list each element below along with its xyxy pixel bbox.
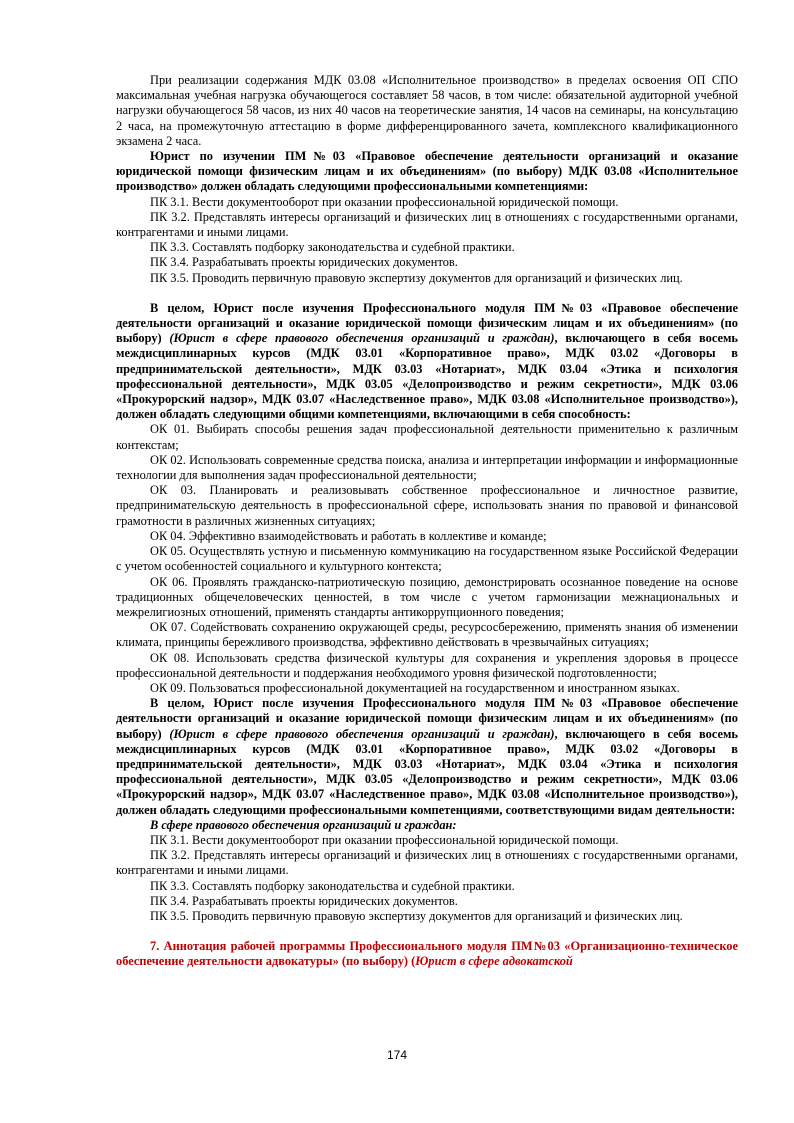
- ok-item: ОК 03. Планировать и реализовывать собственное профессиональное и личностное развитие, предпринимательскую деятельность в профессиональной сфере, использовать знания по правовой и финансовой грамотности в различных жизненных ситуациях;: [116, 483, 738, 528]
- ok-item: ОК 07. Содействовать сохранению окружающей среды, ресурсосбережению, применять знания об изменении климата, принципы бережливого производства, эффективно действовать в чрезвычайных ситуациях;: [116, 620, 738, 650]
- pk-item: ПК 3.4. Разрабатывать проекты юридических документов.: [150, 893, 458, 908]
- pk-item: ПК 3.1. Вести документооборот при оказании профессиональной юридической помощи.: [150, 832, 619, 847]
- pk-item: ПК 3.2. Представлять интересы организаций и физических лиц в отношениях с государственными органами, контрагентами и иными лицами.: [116, 209, 738, 240]
- pk-item: ПК 3.2. Представлять интересы организаций и физических лиц в отношениях с государственными органами, контрагентами и иными лицами.: [116, 848, 738, 878]
- pk-summary-end: , включающего в себя восемь междисциплинарных курсов (МДК 03.01 «Корпоративное право», МДК 03.02 «Договоры в предпринимательской деятельности», МДК 03.03 «Нотариат», МДК 03.04 «Этика и психология профессиональной деятельности», МДК 03.05 «Делопроизводство и режим секретности», МДК 03.06 «Прокурорский надзор», МДК 03.07 «Наследственное право», МДК 03.08 «Исполнительное производство»), должен обладать следующими профессиональными компетенциями, соответствующими видам деятельности:: [116, 726, 738, 817]
- section-7-heading: [116, 939, 738, 969]
- ok-item: ОК 05. Осуществлять устную и письменную коммуникацию на государственном языке Российской Федерации с учетом особенностей социального и культурного контекста;: [116, 544, 738, 574]
- ok-item: ОК 04. Эффективно взаимодействовать и работать в коллективе и команде;: [150, 528, 547, 543]
- blank-line: [116, 924, 738, 939]
- paragraph-pk-intro: Юрист по изучении ПМ№03 «Правовое обеспечение деятельности организаций и оказание юридической помощи физическим лицам и их объединениям» (по выбору) МДК 03.08 «Исполнительное производство» должен обладать следующими профессиональными компетенциями:: [116, 149, 738, 194]
- pk-item: ПК 3.3. Составлять подборку законодательства и судебной практики.: [150, 878, 515, 893]
- pk-item: ПК 3.5. Проводить первичную правовую экспертизу документов для организаций и физических лиц.: [150, 270, 683, 285]
- ok-item: ОК 01. Выбирать способы решения задач профессиональной деятельности применительно к различным контекстам;: [116, 422, 738, 452]
- blank-line: [116, 286, 738, 301]
- pk-item: ПК 3.4. Разрабатывать проекты юридических документов.: [150, 255, 458, 270]
- pk-summary-italic: (Юрист в сфере правового обеспечения организаций и граждан): [169, 726, 555, 741]
- ok-intro-start: В целом, Юрист после изучения Профессионального модуля ПМ№03 «Правовое обеспечение деятельности организаций и оказание юридической помощи физическим лицам и их объединениям» (по выбору): [116, 300, 738, 346]
- ok-item: ОК 09. Пользоваться профессиональной документацией на государственном и иностранном языках.: [150, 680, 680, 695]
- paragraph-workload: При реализации содержания МДК 03.08 «Исполнительное производство» в пределах освоения ОП СПО максимальная учебная нагрузка обучающегося составляет 58 часов, в том числе: обязательной аудиторной учебной нагрузки обучающегося 58 часов, из них 40 часов на теоретические занятия, 14 часов на семинары, на консультацию 2 часа, на промежуточную аттестацию в форме дифференцированного зачета, комплексного квалификационного экзамена 2 часа.: [116, 73, 738, 148]
- ok-intro-end: , включающего в себя восемь междисциплинарных курсов (МДК 03.01 «Корпоративное право», МДК 03.02 «Договоры в предпринимательской деятельности», МДК 03.03 «Нотариат», МДК 03.04 «Этика и психология профессиональной деятельности», МДК 03.05 «Делопроизводство и режим секретности», МДК 03.06 «Прокурорский надзор», МДК 03.07 «Наследственное право», МДК 03.08 «Исполнительное производство»), должен обладать следующими общими компетенциями, включающими в себя способность:: [116, 331, 738, 422]
- page-content: [116, 73, 738, 970]
- ok-item: ОК 08. Использовать средства физической культуры для сохранения и укрепления здоровья в процессе профессиональной деятельности и поддержания необходимого уровня физической подготовленности;: [116, 650, 738, 680]
- pk-item: ПК 3.1. Вести документооборот при оказании профессиональной юридической помощи.: [150, 194, 619, 209]
- ok-intro-italic: (Юрист в сфере правового обеспечения организаций и граждан): [169, 331, 555, 346]
- pk-summary-start: В целом, Юрист после изучения Профессионального модуля ПМ№03 «Правовое обеспечение деятельности организаций и оказание юридической помощи физическим лицам и их объединениям» (по выбору): [116, 696, 738, 741]
- pk-item: ПК 3.5. Проводить первичную правовую экспертизу документов для организаций и физических лиц.: [150, 908, 683, 923]
- section-7-italic: Юрист в сфере адвокатской: [415, 954, 573, 969]
- ok-item: ОК 06. Проявлять гражданско-патриотическую позицию, демонстрировать осознанное поведение на основе традиционных общечеловеческих ценностей, в том числе с учетом гармонизации межнациональных и межрелигиозных отношений, применять стандарты антикоррупционного поведения;: [116, 574, 738, 619]
- pk-item: ПК 3.3. Составлять подборку законодательства и судебной практики.: [150, 240, 515, 255]
- subheading: В сфере правового обеспечения организаций и граждан:: [150, 817, 457, 832]
- ok-item: ОК 02. Использовать современные средства поиска, анализа и интерпретации информации и информационные технологии для выполнения задач профессиональной деятельности;: [116, 452, 738, 483]
- paragraph-ok-intro: [116, 301, 738, 423]
- section-7-start: 7. Аннотация рабочей программы Профессионального модуля ПМ№03 «Организационно-техническое обеспечение деятельности адвокатуры» (по выбору) (: [116, 939, 738, 969]
- paragraph-pk-summary: [116, 696, 738, 818]
- page-number: 174: [386, 1048, 408, 1062]
